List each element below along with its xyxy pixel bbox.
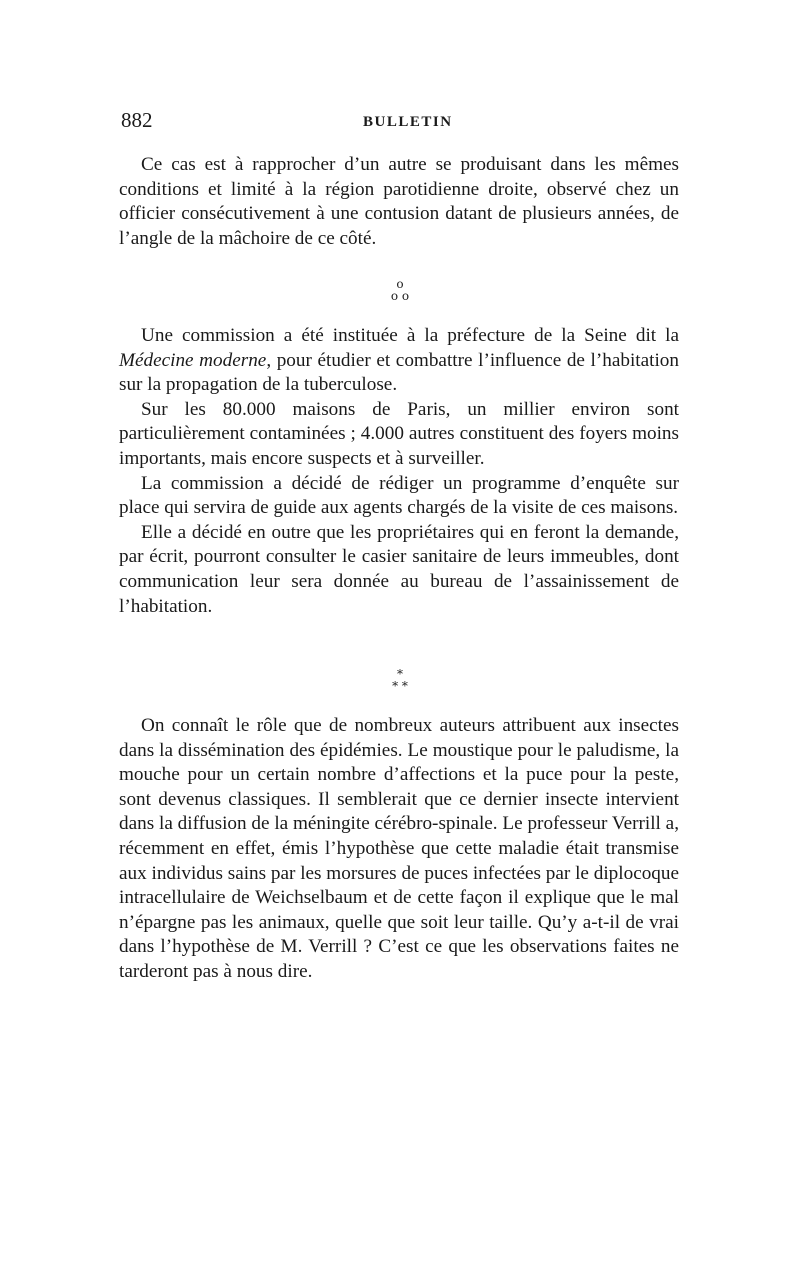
separator-top-mark: o (396, 277, 404, 291)
page-number: 882 (121, 108, 153, 132)
separator-bottom-marks: * * (392, 679, 408, 693)
section-insects-epidemics (119, 714, 679, 985)
separator-top-mark: * (397, 667, 403, 681)
paragraph: La commission a décidé de rédiger un programme d’enquête sur place qui servira de guide aux agents chargés de la visite de ces maisons. (119, 472, 679, 519)
paragraph-text: , pour étudier et combattre l’influence de l’habitation sur la propagation de la tuberculose. (119, 349, 679, 396)
paragraph (119, 324, 679, 398)
paragraph: Elle a décidé en outre que les propriétaires qui en feront la demande, par écrit, pourront consulter le casier sanitaire de leurs immeubles, dont communication leur sera donnée au bureau de l’assainissement de l’habitation. (119, 521, 679, 617)
paragraph: Sur les 80.000 maisons de Paris, un millier environ sont particulièrement contaminées ; 4.000 autres constituent des foyers moins importants, mais encore suspects et à surveiller. (119, 398, 679, 469)
section-separator-asterisks (360, 668, 440, 692)
running-title: BULLETIN (363, 114, 453, 130)
section-parotid-case (119, 153, 679, 251)
page-header (121, 108, 677, 138)
section-tuberculosis-commission (119, 324, 679, 619)
paragraph: Ce cas est à rapprocher d’un autre se produisant dans les mêmes conditions et limité à la région parotidienne droite, observé chez un officier consécutivement à une contusion datant de plusieurs années, de l’angle de la mâchoire de ce côté. (119, 154, 679, 249)
paragraph-text: Une commission a été instituée à la préfecture de la Seine dit la (141, 325, 679, 346)
separator-bottom-marks: o o (390, 289, 410, 303)
paragraph: On connaît le rôle que de nombreux auteurs attribuent aux insectes dans la dissémination des épidémies. Le moustique pour le paludisme, la mouche pour un certain nombre d’affections et la puce pour la peste, sont devenus classiques. Il semblerait que ce dernier insecte intervient dans la diffusion de la méningite cérébro-spinale. Le professeur Verrill a, récemment en effet, émis l’hypothèse que cette maladie était transmise aux individus sains par les morsures de puces infectées par le diplocoque intracellulaire de Weichselbaum et de cette façon il explique que le mal n’épargne pas les animaux, quelle que soit leur taille. Qu’y a-t-il de vrai dans l’hypothèse de M. Verrill ? C’est ce que les observations faites ne tarderont pas à nous dire. (119, 715, 680, 982)
section-separator-circles (360, 278, 440, 302)
journal-title: Médecine moderne (119, 349, 267, 371)
